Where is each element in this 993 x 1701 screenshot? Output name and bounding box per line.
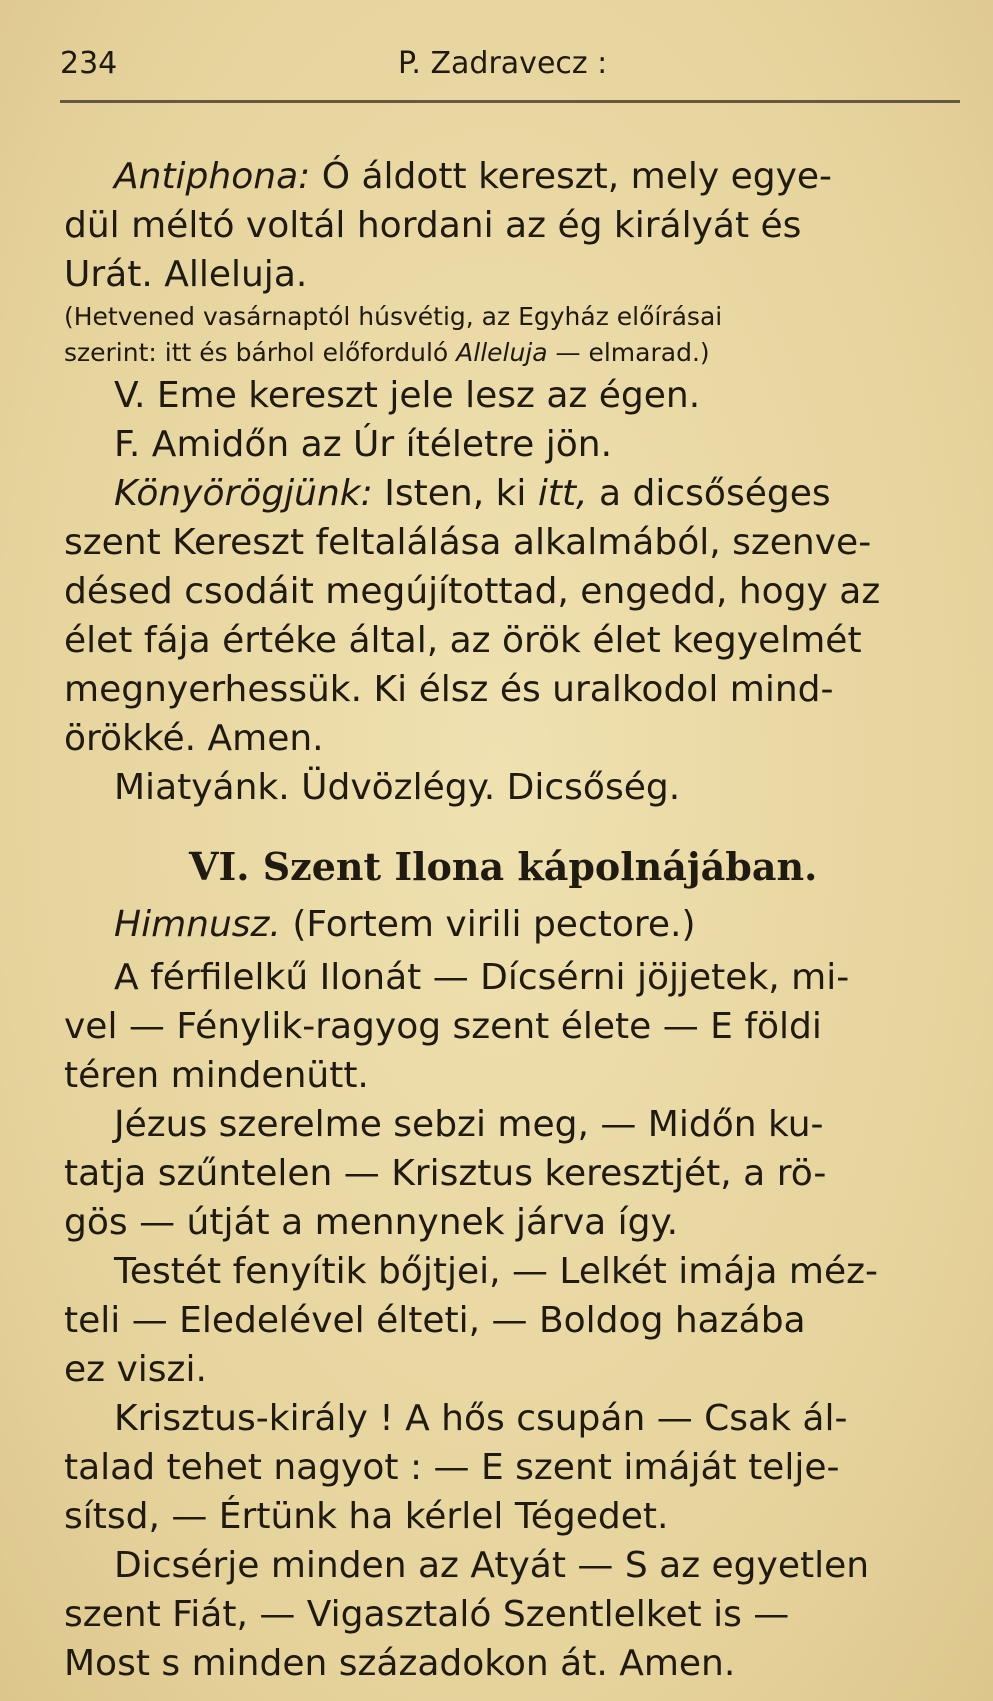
prayer-line-4: élet fája értéke által, az örök élet kegyelmét [64,620,862,661]
note-line-2 [64,335,964,371]
prayer-itt: itt, [537,473,588,514]
hymn-line: Krisztus-király ! A hős csupán — Csak ál- [114,1398,848,1439]
header-rule [60,100,960,103]
hymn-line: gös — útját a mennynek járva így. [64,1202,679,1243]
hymn-line: Testét fenyítik bőjtjei, — Lelkét imája méz- [114,1251,879,1292]
prayer-line-1 [64,469,964,518]
running-head: P. Zadravecz : [398,46,608,81]
hymn-line: talad tehet nagyot : — E szent imáját telje- [64,1447,840,1488]
closing-prayers: Miatyánk. Üdvözlégy. Dicsőség. [114,767,681,808]
note-text: szerint: itt és bárhol előforduló [64,338,457,367]
hymn-line: ez viszi. [64,1349,207,1390]
page-number: 234 [60,46,118,81]
prayer-line-6: örökké. Amen. [64,718,324,759]
hymn-latin-title: (Fortem virili pectore.) [280,904,696,945]
prayer-line-2: szent Kereszt feltalálása alkalmából, szenve- [64,522,872,563]
prayer-line-3: désed csodáit megújítottad, engedd, hogy az [64,571,881,612]
section-heading: VI. Szent Ilona kápolnájában. [189,844,818,889]
hymn-title [64,900,964,949]
note-line-1: (Hetvened vasárnaptól húsvétig, az Egyház előírásai [64,302,723,331]
hymn-line: Most s minden századokon át. Amen. [64,1643,736,1684]
hymn-line: A férfilelkű Ilonát — Dícsérni jöjjetek, mi- [114,957,850,998]
hymn-label: Himnusz. [114,904,281,945]
hymn-line: vel — Fénylik-ragyog szent élete — E földi [64,1006,822,1047]
page-header [60,38,960,88]
antiphona-line-3: Urát. Alleluja. [64,254,308,295]
antiphona-line-2: dül méltó voltál hordani az ég királyát és [64,205,802,246]
prayer-text-end: a dicsőséges [587,473,831,514]
hymn-line: téren mindenütt. [64,1055,369,1096]
hymn-line: Dicsérje minden az Atyát — S az egyetlen [114,1545,870,1586]
prayer-line-5: megnyerhessük. Ki élsz és uralkodol mind- [64,669,834,710]
versicle: V. Eme kereszt jele lesz az égen. [114,375,701,416]
note-text-end: — elmarad.) [547,338,710,367]
prayer-text: Isten, ki [372,473,538,514]
hymn-line: szent Fiát, — Vigasztaló Szentlelket is — [64,1594,790,1635]
hymn-line: Jézus szerelme sebzi meg, — Midőn ku- [114,1104,824,1145]
hymn-line: sítsd, — Értünk ha kérlel Tégedet. [64,1496,669,1537]
antiphona-text: Ó áldott kereszt, mely egye- [310,156,833,197]
body-text [64,152,964,1688]
antiphona-label: Antiphona: [114,156,311,197]
hymn-line: tatja szűntelen — Krisztus keresztjét, a rö- [64,1153,827,1194]
hymn-line: teli — Eledelével élteti, — Boldog hazába [64,1300,806,1341]
response: F. Amidőn az Úr ítéletre jön. [114,424,613,465]
note-alleluja: Alleluja [456,338,548,367]
antiphona-line-1 [64,152,964,201]
prayer-label: Könyörögjünk: [114,473,373,514]
